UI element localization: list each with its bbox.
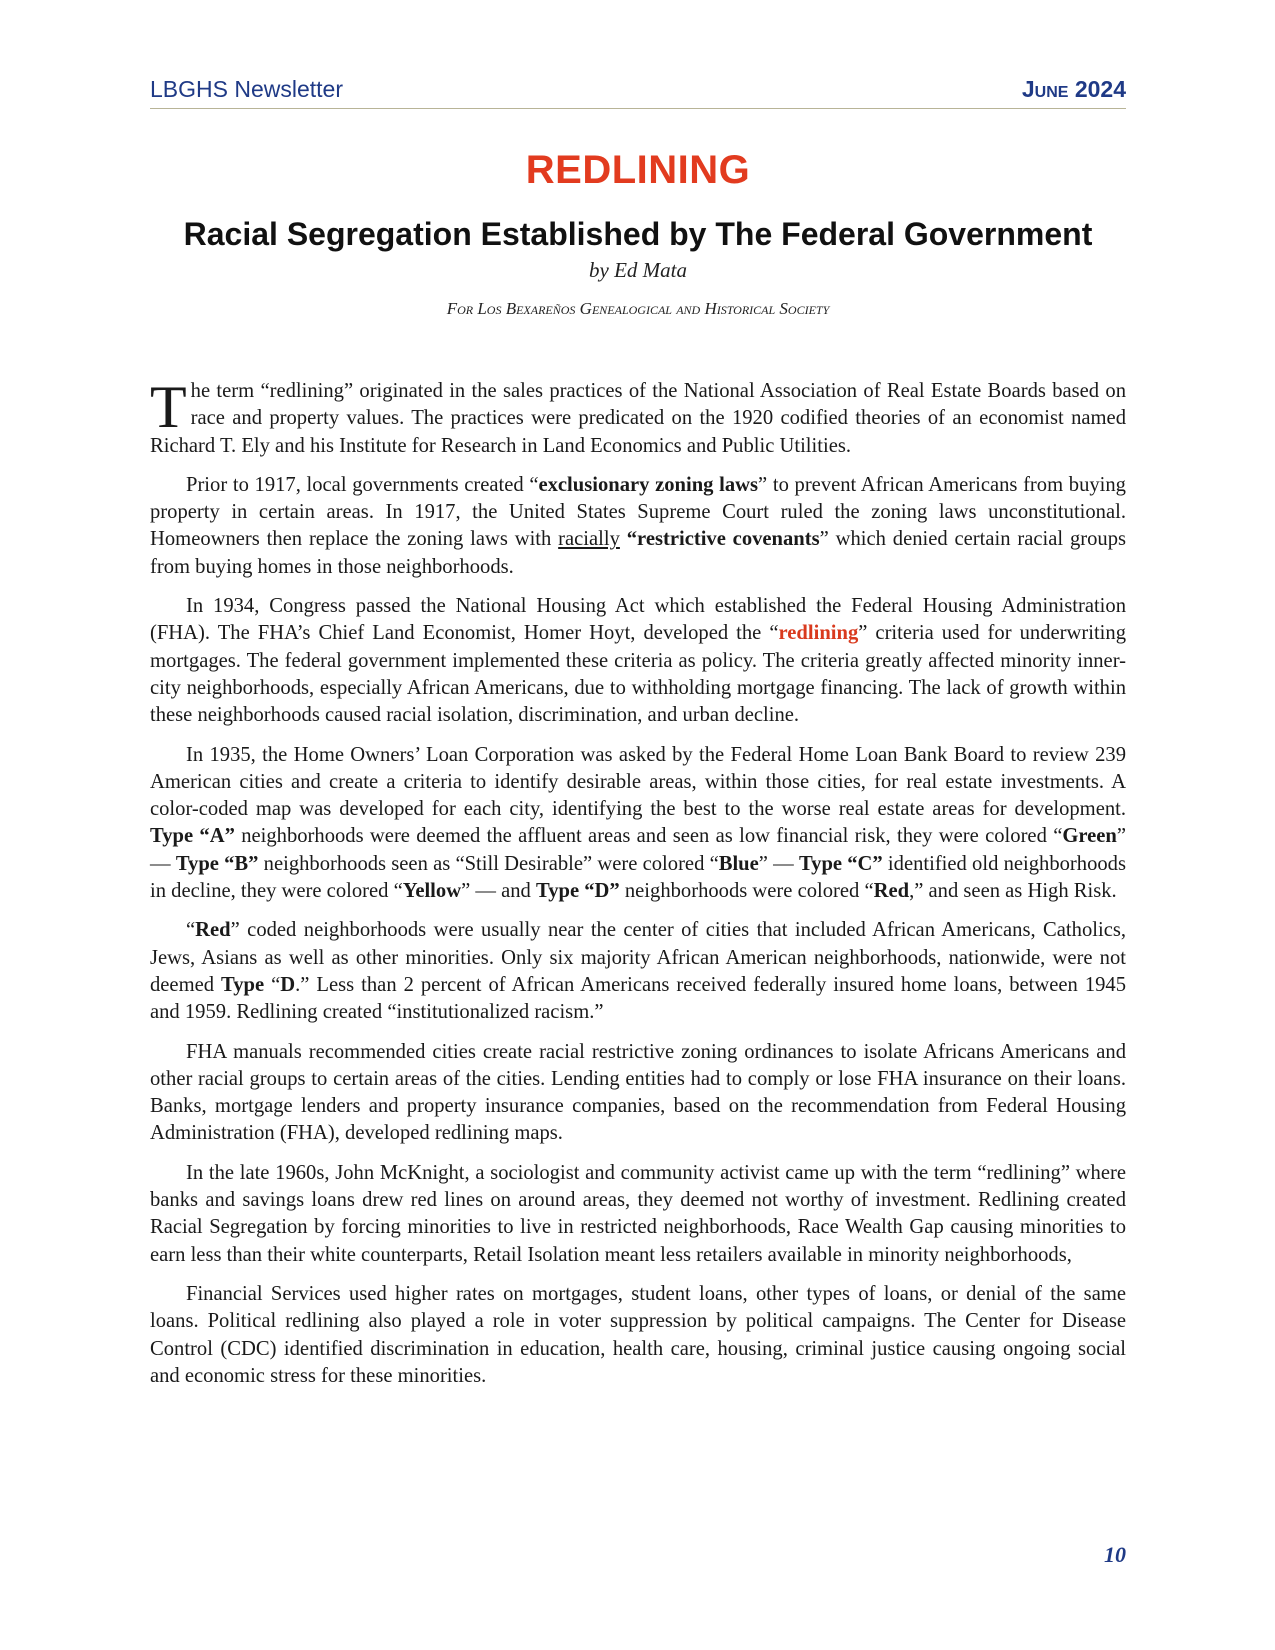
paragraph-7: In the late 1960s, John McKnight, a sociologist and community activist came up with the term “redlining” where banks and savings loans drew red lines on around areas, they deemed not worthy of investment. Redlining created Racial Segregation by forcing minorities to live in restricted neighborhoods, Race Wealth Gap causing minorities to earn less than their white counterparts, Retail Isolation meant less retailers available in minority neighborhoods,: [150, 1161, 1126, 1266]
paragraph-6: FHA manuals recommended cities create racial restrictive zoning ordinances to isolate Africans Americans and other racial groups to certain areas of the cities. Lending entities had to comply or lose FHA insurance on their loans. Banks, mortgage lenders and property insurance companies, based on the recommendation from Federal Housing Administration (FHA), developed redlining maps.: [150, 1040, 1126, 1145]
article-body: [150, 374, 1127, 1402]
byline: by Ed Mata: [589, 258, 687, 282]
page-number: 10: [1104, 1542, 1126, 1567]
paragraph-2: Prior to 1917, local governments created “exclusionary zoning laws” to prevent African Americans from buying property in certain areas. In 1917, the United States Supreme Court ruled the zoning laws unconstitutional. Homeowners then replace the zoning laws with racially “restrictive covenants” which denied certain racial groups from buying homes in those neighborhoods.: [150, 473, 1127, 578]
paragraph-5: “Red” coded neighborhoods were usually near the center of cities that included African Americans, Catholics, Jews, Asians as well as other minorities. Only six majority African American neighborhoods, nationwide, were not deemed Type “D.” Less than 2 percent of African Americans received federally insured home loans, between 1945 and 1959. Redlining created “institutionalized racism.”: [150, 919, 1127, 1024]
paragraph-3: In 1934, Congress passed the National Housing Act which established the Federal Housing Administration (FHA). The FHA’s Chief Land Economist, Homer Hoyt, developed the “redlining” criteria used for underwriting mortgages. The federal government implemented these criteria as policy. The criteria greatly affected minority inner-city neighborhoods, especially African Americans, due to withholding mortgage financing. The lack of growth within these neighborhoods caused racial isolation, discrimination, and urban decline.: [150, 595, 1126, 727]
organization-credit: For Los Bexareños Genealogical and Historical Society: [446, 299, 830, 318]
article-subtitle: Racial Segregation Established by The Federal Government: [183, 216, 1093, 252]
paragraph-1: The term “redlining” originated in the sales practices of the National Association of Real Estate Boards based on race and property values. The practices were predicated on the 1920 codified theories of an economist named Richard T. Ely and his Institute for Research in Land Economics and Public Utilities.: [150, 374, 1126, 457]
newsletter-name: LBGHS Newsletter: [150, 76, 344, 102]
issue-date: June 2024: [1021, 76, 1126, 102]
page-header: [150, 74, 1126, 109]
redlining-highlight: redlining: [778, 622, 859, 645]
drop-cap: T: [150, 374, 187, 440]
paragraph-8: Financial Services used higher rates on mortgages, student loans, other types of loans, or denial of the same loans. Political redlining also played a role in voter suppression by political campaigns. The Center for Disease Control (CDC) identified discrimination in education, health care, housing, criminal justice causing ongoing social and economic stress for these minorities.: [150, 1282, 1126, 1387]
paragraph-4: In 1935, the Home Owners’ Loan Corporation was asked by the Federal Home Loan Bank Board to review 239 American cities and create a criteria to identify desirable areas, within those cities, for real estate investments. A color-coded map was developed for each city, identifying the best to the worse real estate areas for development. Type “A” neighborhoods were deemed the affluent areas and seen as low financial risk, they were colored “Green” — Type “B” neighborhoods seen as “Still Desirable” were colored “Blue” — Type “C” identified old neighborhoods in decline, they were colored “Yellow” — and Type “D” neighborhoods were colored “Red,” and seen as High Risk.: [150, 743, 1127, 903]
article-title: REDLINING: [525, 148, 751, 192]
